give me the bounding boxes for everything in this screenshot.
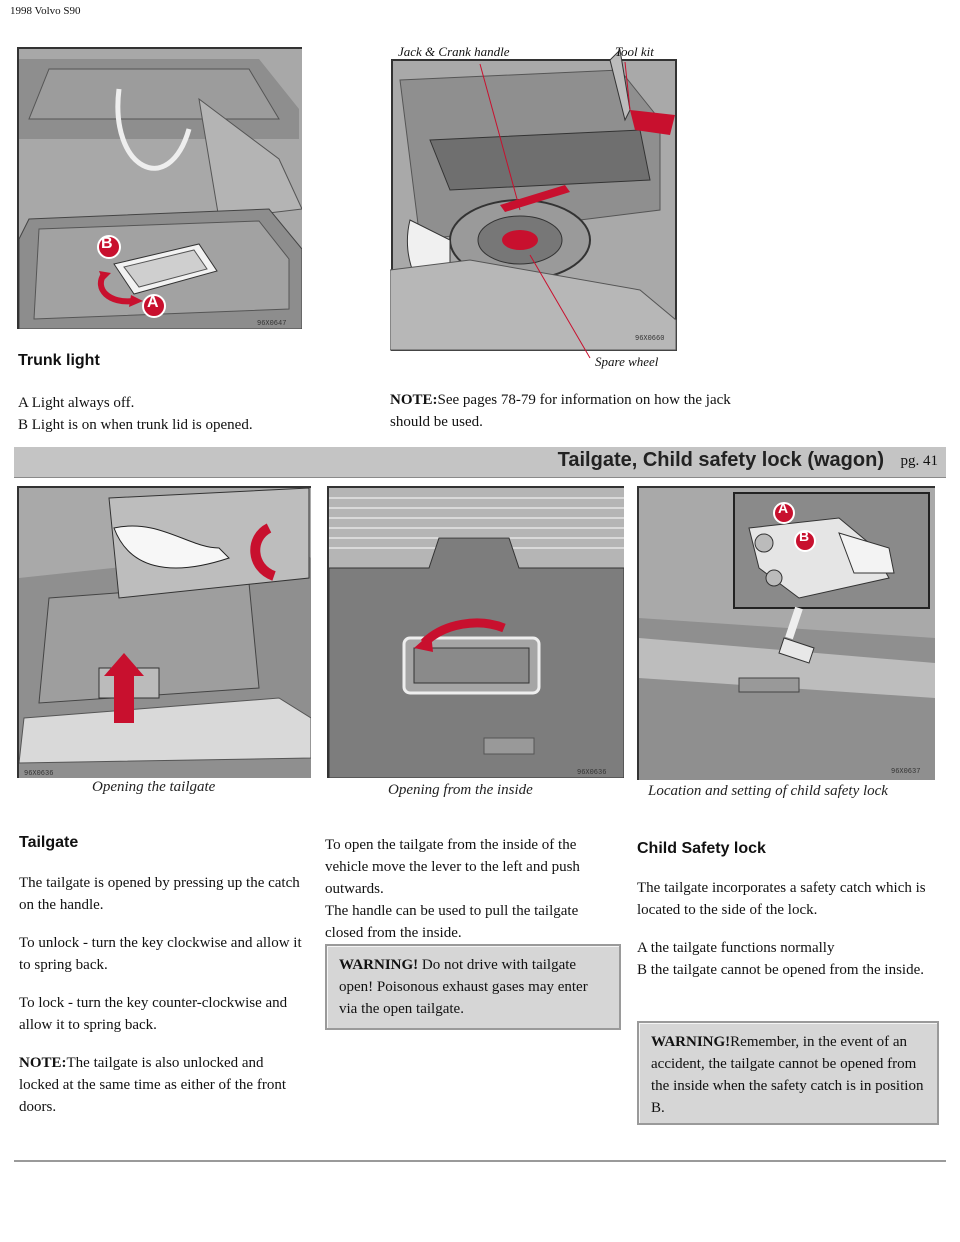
tailgate-p2: To unlock - turn the key clockwise and allow it to spring back. xyxy=(19,935,302,973)
caption-opening-tailgate: Opening the tailgate xyxy=(92,779,216,795)
caption-child-lock: Location and setting of child safety lock xyxy=(648,783,888,799)
svg-text:96X0660: 96X0660 xyxy=(635,335,665,343)
child-lock-warning xyxy=(637,1021,939,1125)
child-lock-line-b: B the tailgate cannot be opened from the inside. xyxy=(637,962,924,978)
trunk-light-heading: Trunk light xyxy=(18,352,100,369)
section-page-ref: pg. 41 xyxy=(900,453,938,469)
child-lock-illustration xyxy=(637,486,935,780)
svg-text:96X0636: 96X0636 xyxy=(24,770,54,778)
trunk-light-line-b: B Light is on when trunk lid is opened. xyxy=(18,417,253,433)
callout-jack-crank: Jack & Crank handle xyxy=(398,44,510,59)
jack-note-text: See pages 78-79 for information on how the jack should be used. xyxy=(390,392,731,430)
inside-p2: The handle can be used to pull the tailgate closed from the inside. xyxy=(325,903,579,941)
callout-tool-kit: Tool kit xyxy=(615,44,654,59)
tailgate-note xyxy=(19,1052,304,1118)
child-lock-p1: The tailgate incorporates a safety catch which is located to the side of the lock. xyxy=(637,880,926,918)
child-lock-label-a: A xyxy=(778,500,789,516)
section-title: Tailgate, Child safety lock (wagon) xyxy=(557,449,884,471)
child-lock-label-b: B xyxy=(799,528,810,544)
svg-text:96X0647: 96X0647 xyxy=(257,320,287,328)
inside-illustration xyxy=(327,486,624,778)
jack-illustration xyxy=(390,40,680,370)
child-lock-warning-label: WARNING! xyxy=(651,1034,731,1050)
inside-p1: To open the tailgate from the inside of the vehicle move the lever to the left and push outwards. xyxy=(325,837,580,897)
section-band xyxy=(14,447,946,477)
child-lock-line-a: A the tailgate functions normally xyxy=(637,940,835,956)
tailgate-note-text: The tailgate is also unlocked and locked at the same time as either of the front doors. xyxy=(19,1055,286,1115)
child-lock-warning-text: Remember, in the event of an accident, the tailgate cannot be opened from the inside when the safety catch is in position B. xyxy=(651,1034,924,1116)
tailgate-illustration xyxy=(17,486,311,778)
tailgate-heading: Tailgate xyxy=(19,834,79,851)
illustration-label-a: A xyxy=(147,294,159,311)
inside-warning-label: WARNING! xyxy=(339,957,419,973)
illustration-label-b: B xyxy=(101,235,113,252)
callout-spare-wheel: Spare wheel xyxy=(595,354,659,369)
trunk-light-illustration xyxy=(17,47,302,329)
tailgate-note-label: NOTE: xyxy=(19,1055,67,1071)
svg-text:96X0636: 96X0636 xyxy=(577,769,607,777)
svg-text:96X0637: 96X0637 xyxy=(891,768,921,776)
inside-warning-text: Do not drive with tailgate open! Poisonous exhaust gases may enter via the open tailgate. xyxy=(339,957,588,1017)
jack-note-label: NOTE: xyxy=(390,392,438,408)
trunk-light-line-a: A Light always off. xyxy=(18,395,135,411)
caption-opening-inside: Opening from the inside xyxy=(388,782,533,798)
child-lock-heading: Child Safety lock xyxy=(637,840,766,857)
inside-warning xyxy=(325,944,621,1030)
tailgate-p3: To lock - turn the key counter-clockwise and allow it to spring back. xyxy=(19,995,288,1033)
tailgate-p1: The tailgate is opened by pressing up the catch on the handle. xyxy=(19,875,300,913)
bottom-rule xyxy=(14,1160,946,1162)
jack-note xyxy=(390,389,760,433)
doc-title: 1998 Volvo S90 xyxy=(10,5,81,17)
